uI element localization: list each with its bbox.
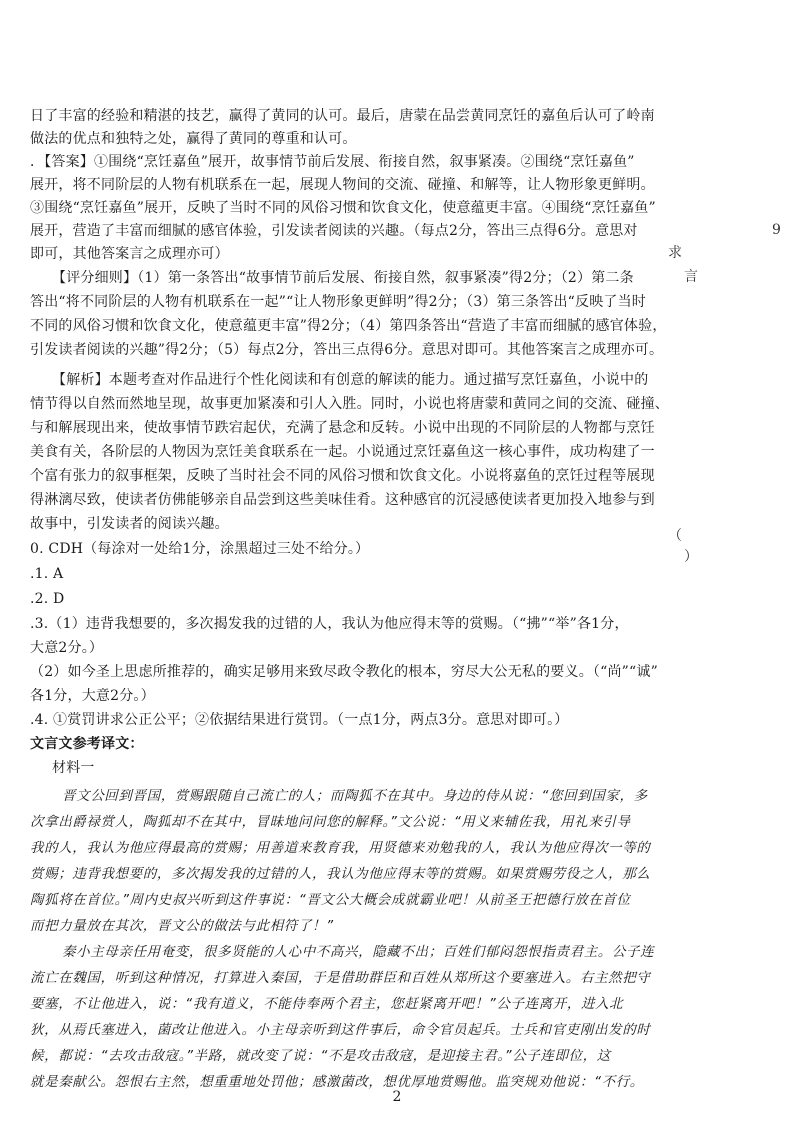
text-line: 展开，营造了丰富而细腻的感官体验，引发读者阅读的兴趣。（每点2分，答出三点得6分。意思对 [30,223,638,239]
text-line: 各1分，大意2分。） [30,688,155,704]
translation-line: 要塞，不让他进入，说：“我有道义，不能侍奉两个君主，您赶紧离开吧！”公子连离开，进入北 [30,996,624,1012]
translation-heading: 文言文参考译文： [30,736,144,752]
text-line: 情节得以自然而然地呈现，故事更加紧凑和引人入胜。同时，小说也将唐蒙和黄同之间的交流、碰撞、 [30,396,669,412]
translation-line: 就是秦献公。怨恨右主然，想重重地处罚他；感激菌改，想优厚地赏赐他。监突规劝他说：“不行。 [30,1074,644,1090]
translation-line: 候，都说：“去攻击敌寇。”半路，就改变了说：“不是攻击敌寇，是迎接主君。”公子连即位，这 [30,1048,611,1064]
translation-line: 流亡在魏国，听到这种情况，打算进入秦国，于是借助群臣和百姓从郑所这个要塞进入。右主然把守 [30,970,651,986]
margin-mark: 求 [668,245,682,261]
text-line: 与和解展现出来，使故事情节跌宕起伏，充满了悬念和反转。小说中出现的不同阶层的人物都与烹饪 [30,420,655,436]
margin-mark: 9 [772,222,781,238]
text-line: 故事中，引发读者的阅读兴趣。 [30,516,229,532]
margin-mark: （ [668,528,682,544]
translation-line: 秦小主母亲任用奄变，很多贤能的人心中不高兴，隐藏不出；百姓们郁闷怨恨指责君主。公子连 [62,944,655,960]
text-line: 引发读者阅读的兴趣”得2分；（5）每点2分，答出三点得6分。意思对即可。其他答案言之成理亦可。 [30,342,664,358]
translation-line: 赏赐；违背我想要的，多次揭发我的过错的人，我认为他应得末等的赏赐。如果赏赐劳役之人，那么 [30,866,651,882]
answer-heading-line: ．【答案】①围绕“烹饪嘉鱼”展开，故事情节前后发展、衔接自然，叙事紧凑。②围绕“烹饪嘉鱼” [30,154,635,170]
text-line: 美食有关，各阶层的人物因为烹饪美食联系在一起。小说通过烹饪嘉鱼这一核心事件，成功构建了一 [30,444,655,460]
answer-line-13: .3.（1）违背我想要的，多次揭发我的过错的人，我认为他应得末等的赏赐。（“拂”“举”各1分， [30,616,629,632]
text-line: 不同的风俗习惯和饮食文化，使意蕴更丰富”得2分；（4）第四条答出“营造了丰富而细腻的感官体验， [30,318,667,334]
answer-line-14: .4. ①赏罚讲求公正公平；②依据结果进行赏罚。（一点1分，两点3分。意思对即可。） [30,712,569,728]
text-line: 做法的优点和独特之处，赢得了黄同的尊重和认可。 [30,131,357,147]
translation-line: 晋文公回到晋国，赏赐跟随自己流亡的人；而陶狐不在其中。身边的侍从说：“您回到国家，多 [62,788,648,804]
answer-line-11: .1. A [30,566,64,582]
text-line: 日了丰富的经验和精湛的技艺，赢得了黄同的认可。最后，唐蒙在品尝黄同烹饪的嘉鱼后认可了岭南 [30,108,655,124]
material-one-heading: 材料一 [52,760,95,776]
answer-line-10: 0. CDH（每涂对一处给1分，涂黑超过三处不给分。） [30,541,370,557]
translation-line: 狄，从焉氏塞进入，菌改让他进入。小主母亲听到这件事后，命令官员起兵。士兵和官吏刚出发的时 [30,1022,651,1038]
analysis-heading-line: 【解析】本题考查对作品进行个性化阅读和有创意的解读的能力。通过描写烹饪嘉鱼，小说中的 [52,372,649,388]
margin-mark: 言 [684,269,698,285]
page-number: 2 [392,1089,402,1105]
translation-line: 次拿出爵禄赏人，陶狐却不在其中，冒昧地问问您的解释。”文公说：“用义来辅佐我，用礼来引导 [30,814,631,830]
text-line: 展开，将不同阶层的人物有机联系在一起，展现人物间的交流、碰撞、和解等，让人物形象更鲜明。 [30,177,655,193]
translation-line: 陶狐将在首位。”周内史叔兴听到这件事说：“晋文公大概会成就霸业吧！从前圣王把德行放在首位 [30,892,631,908]
translation-line: 我的人，我认为他应得最高的赏赐；用善道来教育我，用贤德来劝勉我的人，我认为他应得次一等的 [30,840,651,856]
margin-mark: ） [684,549,698,565]
text-line: ③围绕“烹饪嘉鱼”展开，反映了当时不同的风俗习惯和饮食文化，使意蕴更丰富。④围绕“烹饪嘉鱼” [30,200,656,216]
text-line: 大意2分。） [30,640,104,656]
translation-line: 而把力量放在其次，晋文公的做法与此相符了！” [30,918,334,934]
answer-line-12: .2. D [30,591,65,607]
text-line: （2）如今圣上思虑所推荐的，确实足够用来致尽政令教化的根本，穷尽大公无私的要义。（“尚”“诚” [30,664,658,680]
scoring-details-line: 【评分细则】（1）第一条答出“故事情节前后发展、衔接自然，叙事紧凑”得2分；（2）第二条 [52,270,634,286]
text-line: 得淋漓尽致，使读者仿佛能够亲自品尝到这些美味佳肴。这种感官的沉浸感使读者更加投入地参与到 [30,492,655,508]
text-line: 即可，其他答案言之成理亦可） [30,246,229,262]
text-line: 答出“将不同阶层的人物有机联系在一起”“让人物形象更鲜明”得2分；（3）第三条答出“反映了当时 [30,294,646,310]
text-line: 个富有张力的叙事框架，反映了当时社会不同的风俗习惯和饮食文化。小说将嘉鱼的烹饪过程等展现 [30,468,655,484]
